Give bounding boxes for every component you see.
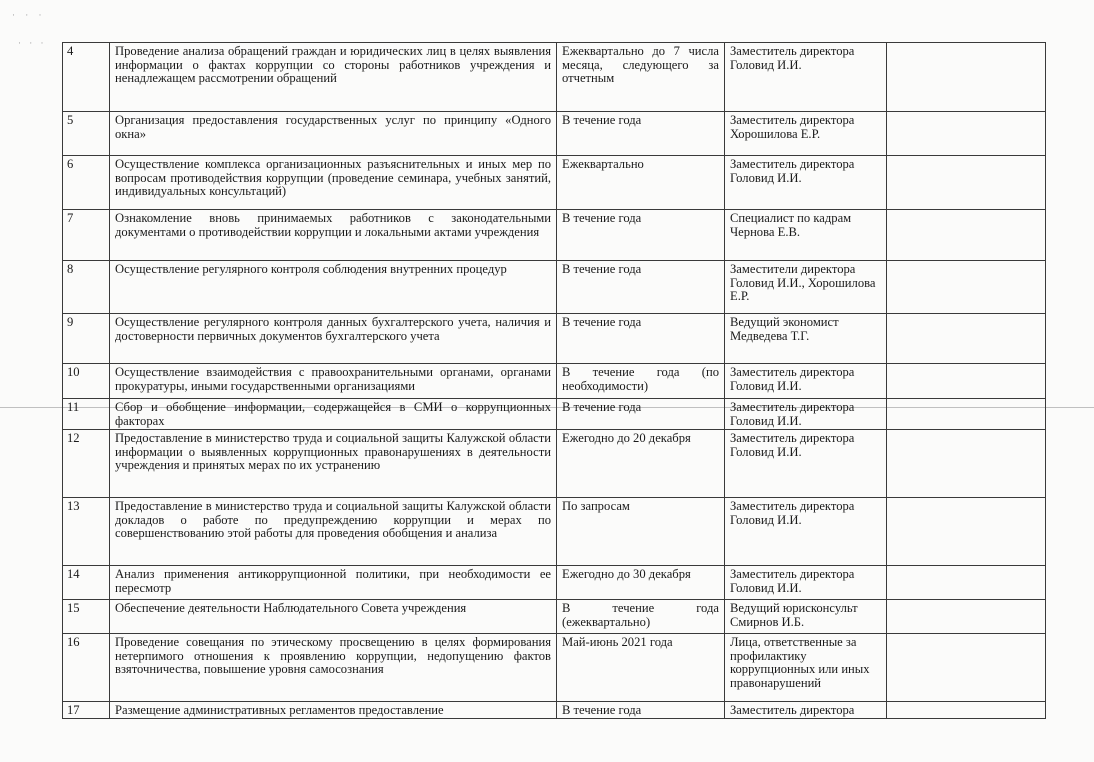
note-cell — [887, 364, 1046, 399]
term-cell: По запросам — [557, 498, 725, 566]
action-cell: Проведение совещания по этическому просвещению в целях формирования нетерпимого отношения к проявлению коррупции, недопущению фактов взяточничества, повышение уровня самосознания — [110, 634, 557, 702]
responsible-cell: Лица, ответственные за профилактику коррупционных или иных правонарушений — [725, 634, 887, 702]
note-cell — [887, 399, 1046, 430]
note-cell — [887, 634, 1046, 702]
action-cell: Размещение административных регламентов предоставление — [110, 702, 557, 719]
responsible-cell: Заместитель директора Хорошилова Е.Р. — [725, 112, 887, 156]
term-cell: Ежегодно до 30 декабря — [557, 566, 725, 600]
action-cell: Осуществление комплекса организационных разъяснительных и иных мер по вопросам противодействия коррупции (проведение семинара, учебных занятий, индивидуальных консультаций) — [110, 156, 557, 210]
action-cell: Сбор и обобщение информации, содержащейся в СМИ о коррупционных факторах — [110, 399, 557, 430]
row-number: 11 — [63, 399, 110, 430]
row-number: 17 — [63, 702, 110, 719]
term-cell: Ежеквартально — [557, 156, 725, 210]
term-cell: Ежегодно до 20 декабря — [557, 430, 725, 498]
action-cell: Проведение анализа обращений граждан и юридических лиц в целях выявления информации о фактах коррупции со стороны работников учреждения и ненадлежащем рассмотрении обращений — [110, 43, 557, 112]
term-cell: Ежеквартально до 7 числа месяца, следующего за отчетным — [557, 43, 725, 112]
note-cell — [887, 156, 1046, 210]
responsible-cell: Заместители директора Головид И.И., Хорошилова Е.Р. — [725, 261, 887, 314]
responsible-cell: Ведущий юрисконсульт Смирнов И.Б. — [725, 600, 887, 634]
table-row — [63, 430, 1046, 498]
note-cell — [887, 43, 1046, 112]
responsible-cell: Ведущий экономист Медведева Т.Г. — [725, 314, 887, 364]
action-cell: Ознакомление вновь принимаемых работников с законодательными документами о противодействии коррупции и локальными актами учреждения — [110, 210, 557, 261]
responsible-cell: Заместитель директора Головид И.И. — [725, 430, 887, 498]
term-cell: В течение года — [557, 112, 725, 156]
row-number: 13 — [63, 498, 110, 566]
row-number: 6 — [63, 156, 110, 210]
table-row — [63, 399, 1046, 430]
table-row — [63, 498, 1046, 566]
note-cell — [887, 566, 1046, 600]
table-row — [63, 364, 1046, 399]
responsible-cell: Специалист по кадрам Чернова Е.В. — [725, 210, 887, 261]
action-cell: Предоставление в министерство труда и социальной защиты Калужской области информации о выявленных коррупционных правонарушениях в деятельности учреждения и принятых мерах по их устранению — [110, 430, 557, 498]
note-cell — [887, 261, 1046, 314]
table-row — [63, 314, 1046, 364]
table-row — [63, 600, 1046, 634]
table-row — [63, 156, 1046, 210]
table-row — [63, 634, 1046, 702]
row-number: 10 — [63, 364, 110, 399]
row-number: 14 — [63, 566, 110, 600]
term-cell: В течение года (ежеквартально) — [557, 600, 725, 634]
row-number: 12 — [63, 430, 110, 498]
note-cell — [887, 112, 1046, 156]
table-row — [63, 702, 1046, 719]
table-row — [63, 43, 1046, 112]
term-cell: В течение года (по необходимости) — [557, 364, 725, 399]
action-cell: Осуществление взаимодействия с правоохранительными органами, органами прокуратуры, иными государственными организациями — [110, 364, 557, 399]
responsible-cell: Заместитель директора Головид И.И. — [725, 399, 887, 430]
note-cell — [887, 314, 1046, 364]
row-number: 7 — [63, 210, 110, 261]
table-row — [63, 261, 1046, 314]
anticorruption-plan-table — [62, 42, 1046, 719]
scan-specks: · · · — [18, 38, 47, 48]
responsible-cell: Заместитель директора — [725, 702, 887, 719]
action-cell: Обеспечение деятельности Наблюдательного Совета учреждения — [110, 600, 557, 634]
note-cell — [887, 430, 1046, 498]
note-cell — [887, 210, 1046, 261]
note-cell — [887, 702, 1046, 719]
row-number: 8 — [63, 261, 110, 314]
scan-specks: · · · — [12, 10, 46, 20]
row-number: 9 — [63, 314, 110, 364]
action-cell: Анализ применения антикоррупционной политики, при необходимости ее пересмотр — [110, 566, 557, 600]
row-number: 4 — [63, 43, 110, 112]
table-row — [63, 566, 1046, 600]
responsible-cell: Заместитель директора Головид И.И. — [725, 43, 887, 112]
row-number: 16 — [63, 634, 110, 702]
table-row — [63, 112, 1046, 156]
term-cell: В течение года — [557, 210, 725, 261]
table-row — [63, 210, 1046, 261]
row-number: 5 — [63, 112, 110, 156]
action-cell: Осуществление регулярного контроля данных бухгалтерского учета, наличия и достоверности первичных документов бухгалтерского учета — [110, 314, 557, 364]
note-cell — [887, 498, 1046, 566]
row-number: 15 — [63, 600, 110, 634]
responsible-cell: Заместитель директора Головид И.И. — [725, 498, 887, 566]
responsible-cell: Заместитель директора Головид И.И. — [725, 364, 887, 399]
term-cell: В течение года — [557, 702, 725, 719]
action-cell: Осуществление регулярного контроля соблюдения внутренних процедур — [110, 261, 557, 314]
responsible-cell: Заместитель директора Головид И.И. — [725, 566, 887, 600]
responsible-cell: Заместитель директора Головид И.И. — [725, 156, 887, 210]
action-cell: Предоставление в министерство труда и социальной защиты Калужской области докладов о работе по предупреждению коррупции и мерах по совершенствованию этой работы для проведения обобщения и анализа — [110, 498, 557, 566]
term-cell: В течение года — [557, 399, 725, 430]
term-cell: В течение года — [557, 261, 725, 314]
action-cell: Организация предоставления государственных услуг по принципу «Одного окна» — [110, 112, 557, 156]
note-cell — [887, 600, 1046, 634]
term-cell: В течение года — [557, 314, 725, 364]
term-cell: Май-июнь 2021 года — [557, 634, 725, 702]
